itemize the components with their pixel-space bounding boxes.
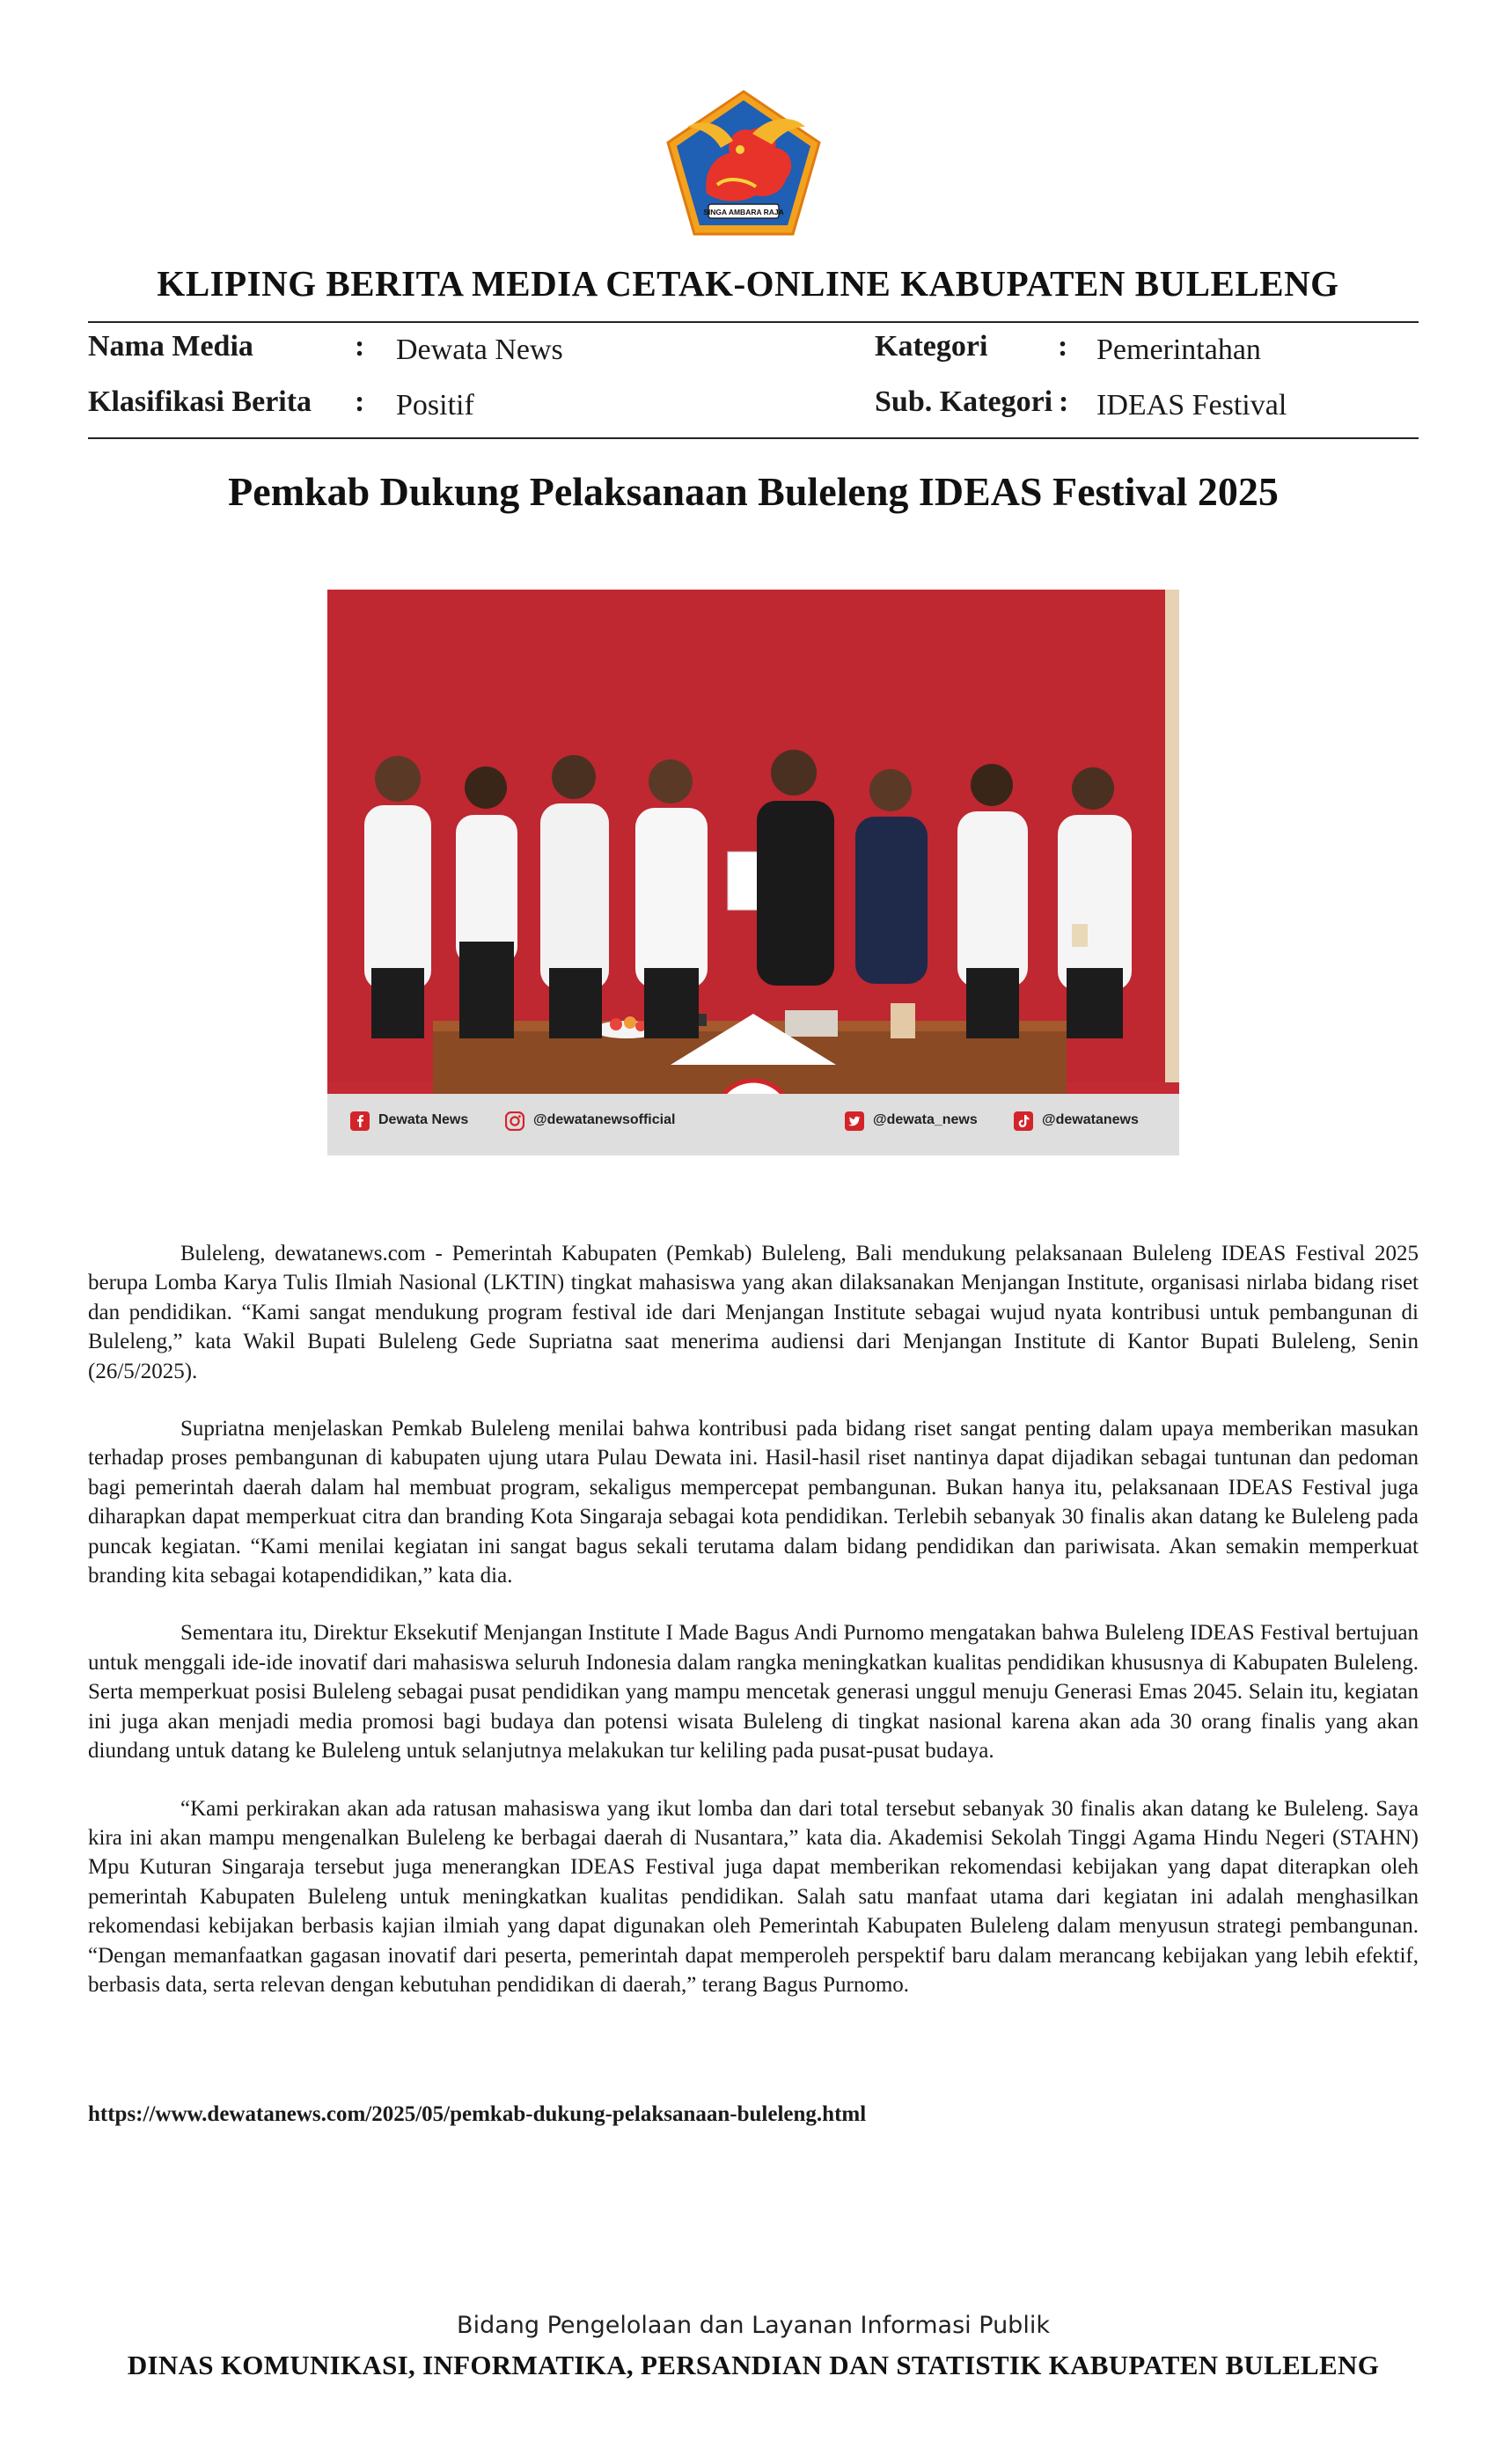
singa-ambara-raja-emblem-icon [664,88,823,238]
instagram-icon [505,1111,524,1131]
article-headline: Pemkab Dukung Pelaksanaan Buleleng IDEAS Festival 2025 [228,469,1279,514]
classification-label: Klasifikasi Berita [88,385,312,418]
masthead-title: KLIPING BERITA MEDIA CETAK-ONLINE KABUPATEN BULELENG [157,263,1339,304]
classification-value: Positif [396,389,474,422]
article-paragraph: Sementara itu, Direktur Eksekutif Menjangan Institute I Made Bagus Andi Purnomo mengatakan bahwa Buleleng IDEAS Festival bertujuan untuk menggali ide-ide inovatif dari mahasiswa seluruh Indonesia dalam rangka meningkatkan kualitas pendidikan khususnya di Kabupaten Buleleng. Serta memperkuat posisi Buleleng sebagai pusat pendidikan yang mampu mencetak generasi unggul menuju Generasi Emas 2045. Selain itu, kegiatan ini juga akan menjadi media promosi bagi budaya dan potensi wisata Buleleng di tingkat nasional karena akan ada 30 orang finalis yang akan diundang untuk datang ke Buleleng untuk selanjutnya melakukan tur keliling pada pusat-pusat budaya. [88,1621,1419,1764]
regency-logo [664,88,823,238]
article-paragraph: Buleleng, dewatanews.com - Pemerintah Kabupaten (Pemkab) Buleleng, Bali mendukung pelaksanaan Buleleng IDEAS Festival 2025 berupa Lomba Karya Tulis Ilmiah Nasional (LKTIN) tingkat mahasiswa yang akan dilaksanakan Menjangan Institute, organisasi nirlaba bidang riset dan pendidikan. “Kami sangat mendukung program festival ide dari Menjangan Institute sebagai wujud nyata kontribusi untuk pembangunan di Buleleng,” kata Wakil Bupati Buleleng Gede Supriatna saat menerima audiensi dari Menjangan Institute di Kantor Bupati Buleleng, Senin (26/5/2025). [88,1242,1419,1383]
twitter-icon [845,1111,864,1131]
logo-motto: SINGA AMBARA RAJA [703,208,784,216]
subcategory-value: IDEAS Festival [1096,389,1287,422]
meta-row-media [88,330,1419,374]
article-body [88,1239,1419,2028]
group-photo-illustration [327,590,1179,1155]
tiktok-handle: @dewatanews [1042,1112,1139,1127]
media-label: Nama Media [88,330,253,363]
footer-department: DINAS KOMUNIKASI, INFORMATIKA, PERSANDIAN DAN STATISTIK KABUPATEN BULELENG [127,2350,1380,2380]
facebook-handle: Dewata News [378,1112,469,1127]
classification-colon: : [355,385,365,418]
article-paragraph: “Kami perkirakan akan ada ratusan mahasiswa yang ikut lomba dan dari total tersebut sebanyak 30 finalis akan datang ke Buleleng. Saya kira ini akan mampu mengenalkan Buleleng ke berbagai daerah di Nusantara,” kata dia. Akademisi Sekolah Tinggi Agama Hindu Negeri (STAHN) Mpu Kuturan Singaraja tersebut juga menerangkan IDEAS Festival juga dapat memberikan rekomendasi kebijakan yang dapat diterapkan oleh pemerintah Kabupaten Buleleng untuk meningkatkan kualitas pendidikan. Salah satu manfaat utama dari kegiatan ini adalah menghasilkan rekomendasi kebijakan berbasis kajian ilmiah yang dapat digunakan oleh Pemerintah Kabupaten Buleleng dalam menyusun strategi pembangunan. “Dengan memanfaatkan gagasan inovatif dari peserta, pemerintah dapat memperoleh perspektif baru dalam merancang kebijakan yang lebih efektif, berbasis data, serta relevan dengan kebutuhan pendidikan di daerah,” terang Bagus Purnomo. [88,1796,1419,1997]
subcategory-label: Sub. Kategori [875,385,1053,418]
twitter-handle: @dewata_news [873,1112,978,1127]
top-divider [88,321,1419,323]
bottom-divider [88,437,1419,439]
tiktok-icon [1014,1111,1033,1131]
footer-unit: Bidang Pengelolaan dan Layanan Informasi Publik [457,2312,1050,2339]
category-label: Kategori [875,330,988,363]
news-photo [327,590,1179,1155]
source-url[interactable]: https://www.dewatanews.com/2025/05/pemkab-dukung-pelaksanaan-buleleng.html [88,2102,867,2126]
social-media-bar [327,1094,1179,1155]
facebook-icon [350,1111,370,1131]
meta-row-classification [88,385,1419,429]
category-value: Pemerintahan [1096,334,1261,366]
media-value: Dewata News [396,334,563,366]
article-paragraph: Supriatna menjelaskan Pemkab Buleleng menilai bahwa kontribusi pada bidang riset sangat penting dalam upaya memberikan masukan terhadap proses pembangunan di kabupaten ujung utara Pulau Dewata ini. Hasil-hasil riset nantinya dapat dijadikan sebagai tuntunan dan pedoman bagi pemerintah daerah dalam hal membuat program, sekaligus mempercepat pembangunan. Bukan hanya itu, pelaksanaan IDEAS Festival juga diharapkan dapat memperkuat citra dan branding Kota Singaraja sebagai kota pendidikan. Terlebih sebanyak 30 finalis akan datang ke Buleleng pada puncak kegiatan. “Kami menilai kegiatan ini sangat bagus sekali terutama dalam bidang pendidikan dan pariwisata. Akan semakin memperkuat branding kita sebagai kotapendidikan,” kata dia. [88,1417,1419,1588]
category-colon: : [1058,330,1068,363]
instagram-handle: @dewatanewsofficial [533,1112,676,1127]
subcategory-colon: : [1059,385,1069,418]
media-colon: : [355,330,365,363]
